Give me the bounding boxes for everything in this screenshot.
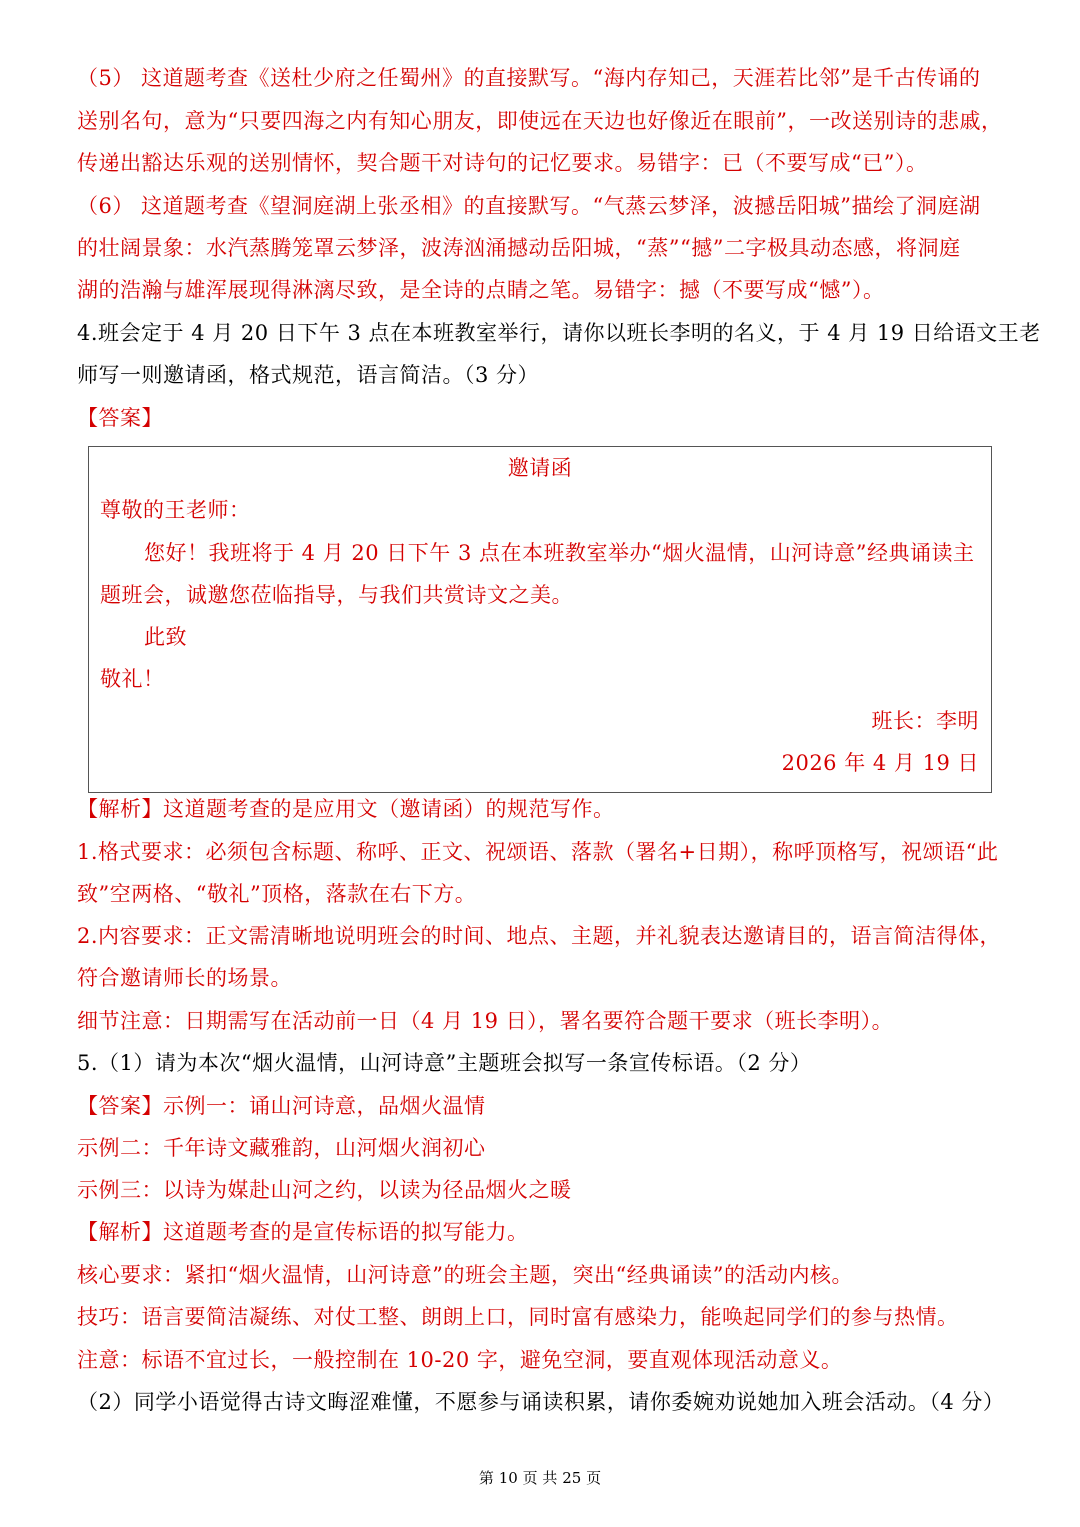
letter-title: 邀请函	[507, 456, 573, 480]
letter-closing-2: 敬礼！	[100, 667, 165, 691]
q3-item5-line3: 传递出豁达乐观的送别情怀，契合题干对诗句的记忆要求。易错字：已（不要写成“已”）。	[77, 151, 928, 175]
q4-analysis-tag: 【解析】	[77, 797, 163, 821]
footer-total-pages: 25	[562, 1469, 582, 1487]
q5-note: 注意：标语不宜过长，一般控制在 10-20 字，避免空洞，要直观体现活动意义。	[77, 1348, 843, 1372]
q4-detail-note: 细节注意：日期需写在活动前一日（4 月 19 日），署名要符合题干要求（班长李明）。	[77, 1009, 894, 1033]
footer-mid1: 页	[522, 1469, 538, 1487]
q4-question-line2: 师写一则邀请函，格式规范，语言简洁。（3 分）	[77, 363, 540, 387]
q5-answer-tag: 【答案】	[77, 1094, 163, 1118]
q4-point2-line2: 符合邀请师长的场景。	[77, 966, 292, 990]
q5-core-requirement: 核心要求：紧扣“烟火温情，山河诗意”的班会主题，突出“经典诵读”的活动内核。	[77, 1263, 853, 1287]
q5-answer-line	[77, 1085, 1007, 1127]
letter-date: 2026 年 4 月 19 日	[781, 751, 979, 775]
q4-point1-line2: 致”空两格、“敬礼”顶格，落款在右下方。	[77, 882, 477, 906]
q4-analysis	[77, 788, 1007, 830]
letter-body-line2: 题班会，诚邀您莅临指导，与我们共赏诗文之美。	[100, 583, 573, 607]
q4-answer-tag: 【答案】	[77, 406, 163, 430]
footer-page-number: 10	[498, 1469, 518, 1487]
footer-mid2: 共	[542, 1469, 558, 1487]
q5-example3: 示例三：以诗为媒赴山河之约，以读为径品烟火之暖	[77, 1178, 572, 1202]
q5-part1-question: 5.（1）请为本次“烟火温情，山河诗意”主题班会拟写一条宣传标语。（2 分）	[77, 1051, 812, 1075]
letter-salutation: 尊敬的王老师：	[100, 498, 251, 522]
q5-analysis-intro: 这道题考查的是宣传标语的拟写能力。	[163, 1220, 529, 1244]
q5-example2: 示例二：千年诗文藏雅韵，山河烟火润初心	[77, 1136, 486, 1160]
q3-item6-line1: （6） 这道题考查《望洞庭湖上张丞相》的直接默写。“气蒸云梦泽，波撼岳阳城”描绘了洞庭湖	[77, 194, 981, 218]
page-footer	[0, 1466, 1080, 1490]
q5-analysis	[77, 1211, 1007, 1253]
q3-item5-line2: 送别名句，意为“只要四海之内有知心朋友，即使远在天边也好像近在眼前”，一改送别诗的悲戚，	[77, 109, 1003, 133]
q5-analysis-tag: 【解析】	[77, 1220, 163, 1244]
q4-analysis-intro: 这道题考查的是应用文（邀请函）的规范写作。	[163, 797, 615, 821]
letter-body-line1: 您好！我班将于 4 月 20 日下午 3 点在本班教室举办“烟火温情，山河诗意”经典诵读主	[144, 541, 975, 565]
q4-point2-line1: 2.内容要求：正文需清晰地说明班会的时间、地点、主题，并礼貌表达邀请目的，语言简洁得体，	[77, 924, 1002, 948]
q5-part2-question: （2）同学小语觉得古诗文晦涩难懂，不愿参与诵读积累，请你委婉劝说她加入班会活动。（4 分）	[77, 1390, 1005, 1414]
q5-skill: 技巧：语言要简洁凝练、对仗工整、朗朗上口，同时富有感染力，能唤起同学们的参与热情。	[77, 1305, 959, 1329]
q4-point1-line1: 1.格式要求：必须包含标题、称呼、正文、祝颂语、落款（署名+日期），称呼顶格写，祝颂语“此	[77, 840, 999, 864]
invitation-letter-box	[88, 446, 992, 793]
q5-example1: 示例一：诵山河诗意，品烟火温情	[163, 1094, 486, 1118]
letter-signature: 班长：李明	[871, 709, 979, 733]
footer-suffix: 页	[586, 1469, 602, 1487]
q3-item5-line1: （5） 这道题考查《送杜少府之任蜀州》的直接默写。“海内存知己，天涯若比邻”是千古传诵的	[77, 66, 981, 90]
q3-item6-line2: 的壮阔景象：水汽蒸腾笼罩云梦泽，波涛汹涌撼动岳阳城，“蒸”“撼”二字极具动态感，将洞庭	[77, 236, 961, 260]
q4-question-line1: 4.班会定于 4 月 20 日下午 3 点在本班教室举行，请你以班长李明的名义，于 4 月 19 日给语文王老	[77, 321, 1041, 345]
letter-closing-1: 此致	[144, 625, 187, 649]
footer-prefix: 第	[478, 1469, 494, 1487]
q3-item6-line3: 湖的浩瀚与雄浑展现得淋漓尽致，是全诗的点睛之笔。易错字：撼（不要写成“憾”）。	[77, 278, 885, 302]
